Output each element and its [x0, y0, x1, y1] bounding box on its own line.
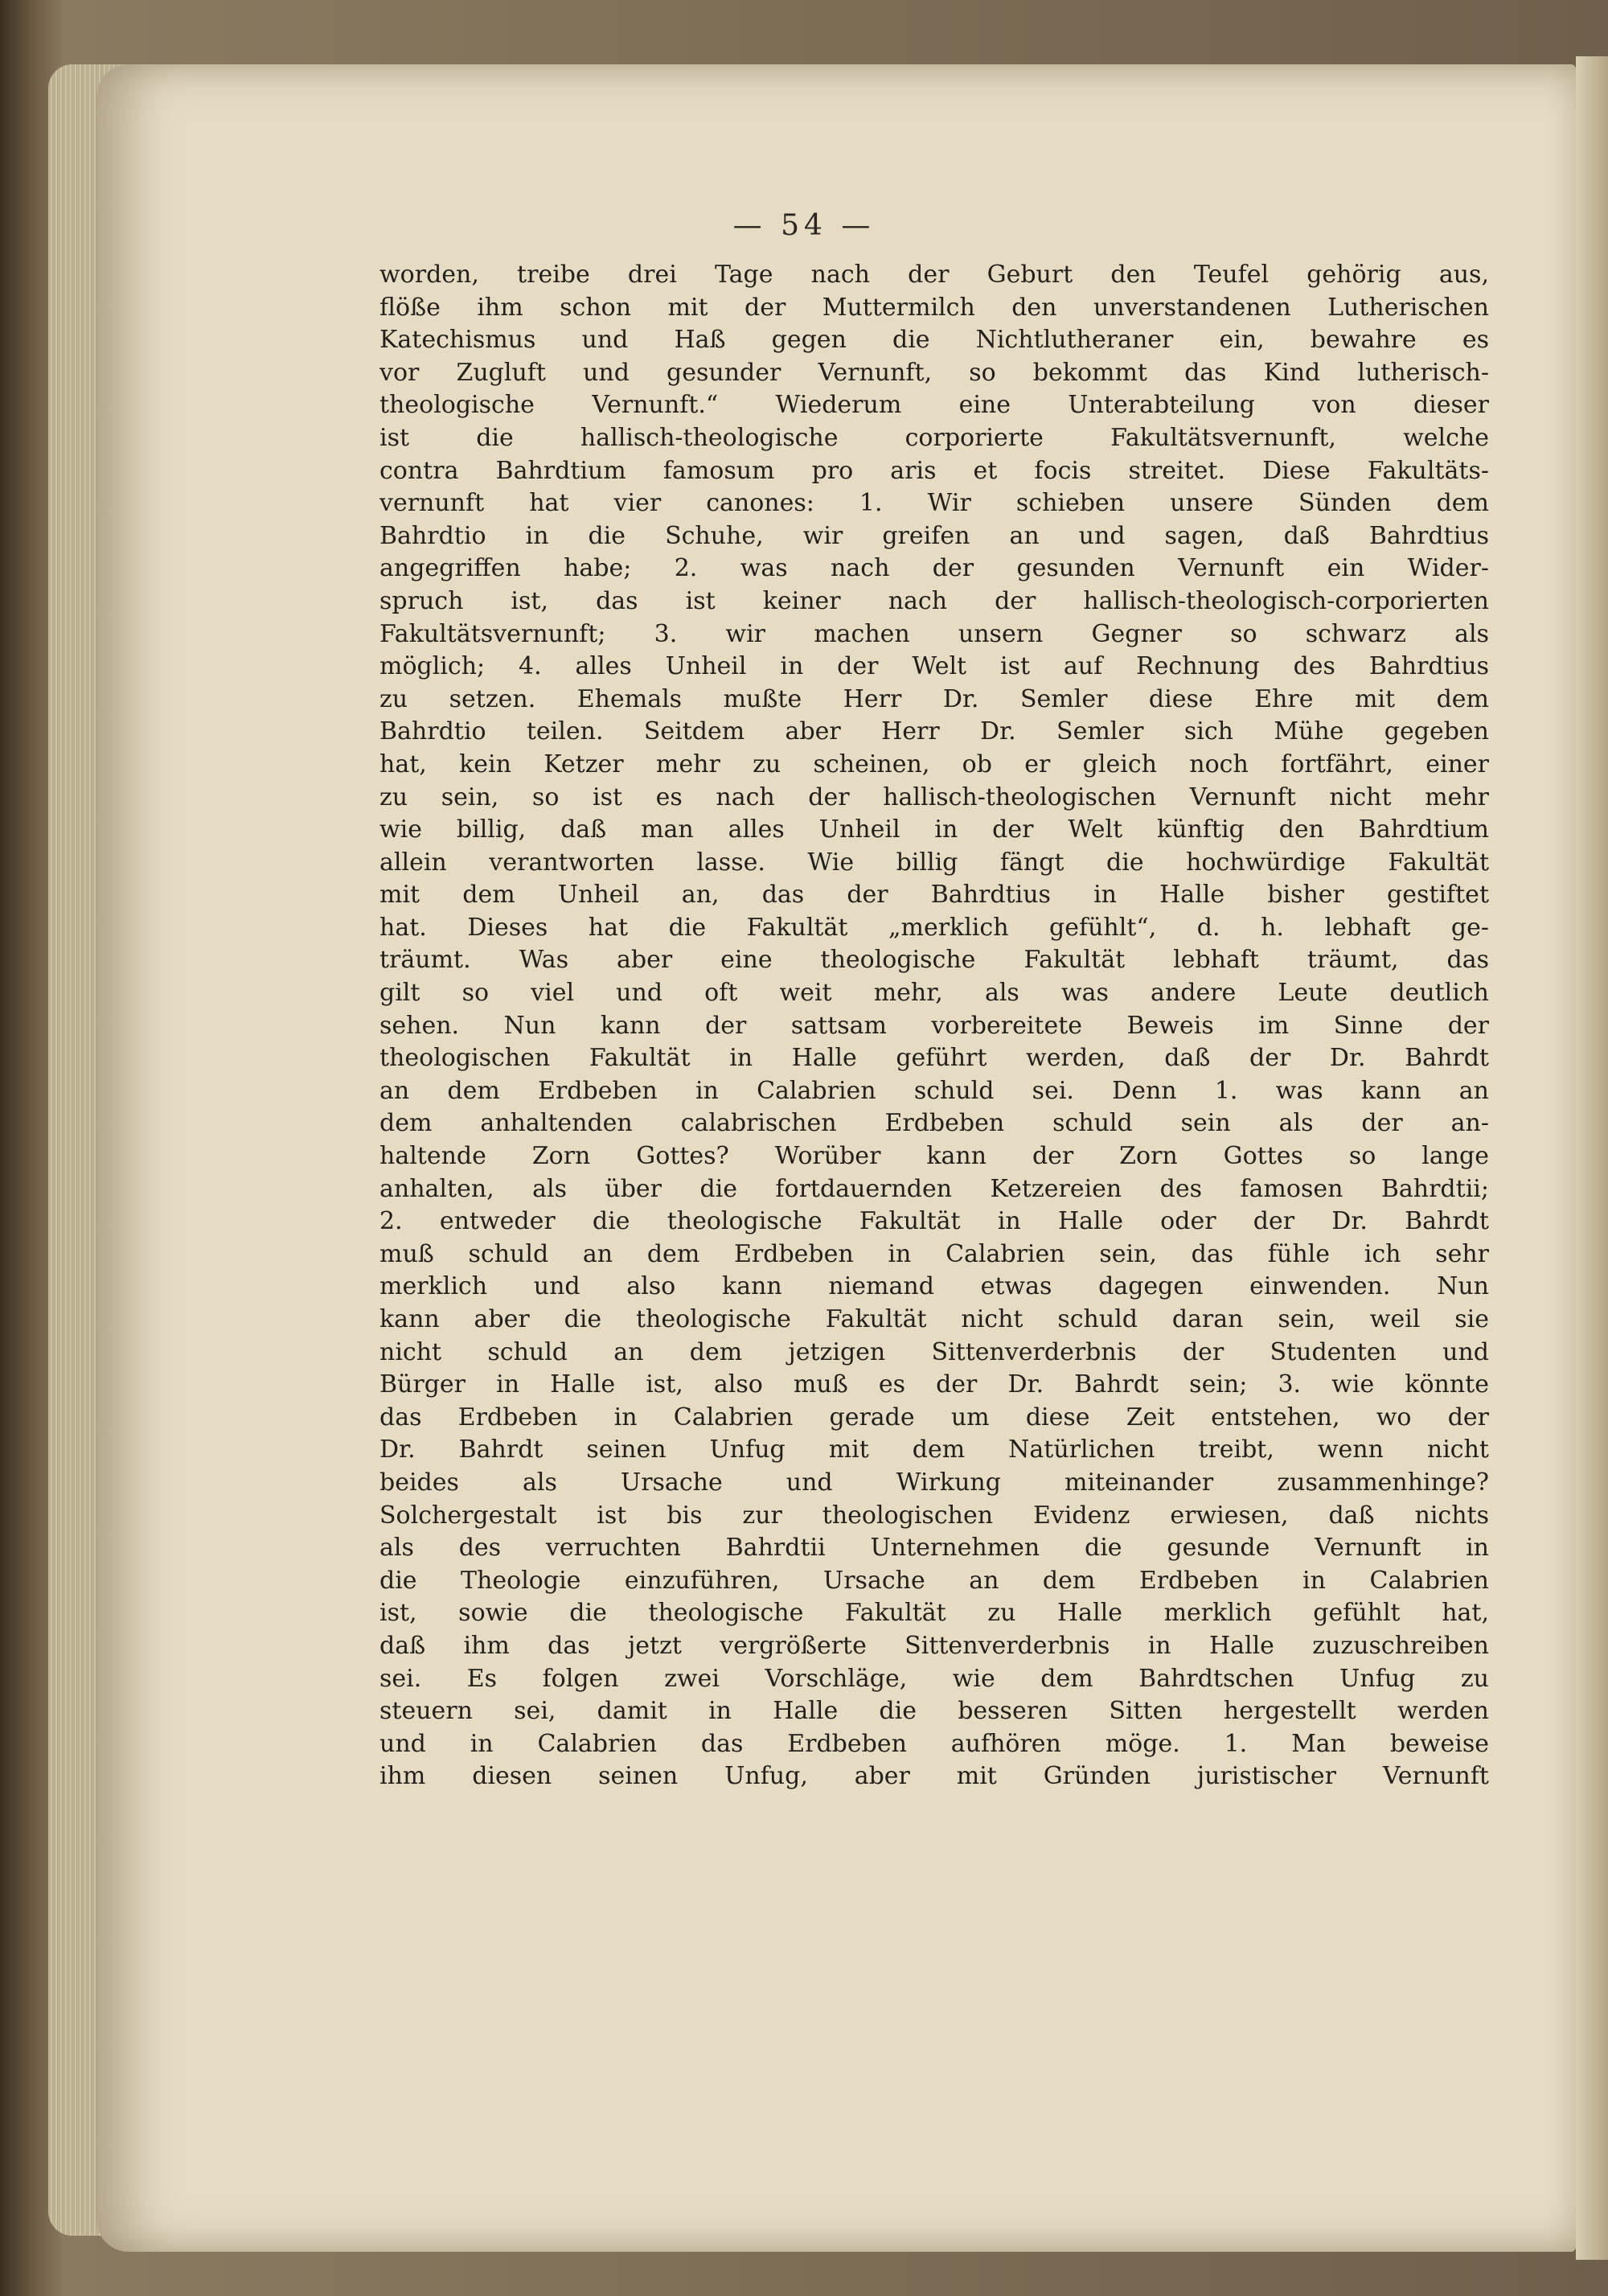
- next-page-edge: [1576, 56, 1608, 2260]
- text-line: contra Bahrdtium famosum pro aris et focis streitet. Diese Fakultäts-: [379, 456, 1489, 485]
- text-line: dem anhaltenden calabrischen Erdbeben schuld sein als der an-: [379, 1109, 1489, 1138]
- text-line: Fakultätsvernunft; 3. wir machen unsern Gegner so schwarz als: [379, 619, 1489, 648]
- text-line: ist die hallisch-theologische corporierte Fakultätsvernunft, welche: [379, 423, 1489, 452]
- text-line: haltende Zorn Gottes? Worüber kann der Zorn Gottes so lange: [379, 1142, 1489, 1171]
- text-line: steuern sei, damit in Halle die besseren Sitten hergestellt werden: [379, 1697, 1489, 1726]
- text-line: nicht schuld an dem jetzigen Sittenverderbnis der Studenten und: [379, 1337, 1489, 1366]
- text-line: und in Calabrien das Erdbeben aufhören möge. 1. Man beweise: [379, 1729, 1489, 1758]
- text-line: Bahrdtio in die Schuhe, wir greifen an und sagen, daß Bahrdtius: [379, 521, 1489, 550]
- text-line: sei. Es folgen zwei Vorschläge, wie dem Bahrdtschen Unfug zu: [379, 1664, 1489, 1693]
- text-line: möglich; 4. alles Unheil in der Welt ist auf Rechnung des Bahrdtius: [379, 652, 1489, 681]
- text-line: muß schuld an dem Erdbeben in Calabrien sein, das fühle ich sehr: [379, 1239, 1489, 1268]
- text-line: Solchergestalt ist bis zur theologischen Evidenz erwiesen, daß nichts: [379, 1501, 1489, 1530]
- text-line: die Theologie einzuführen, Ursache an dem Erdbeben in Calabrien: [379, 1566, 1489, 1595]
- text-line: ihm diesen seinen Unfug, aber mit Gründen juristischer Vernunft: [379, 1762, 1489, 1791]
- text-line: vernunft hat vier canones: 1. Wir schieben unsere Sünden dem: [379, 489, 1489, 518]
- text-line: an dem Erdbeben in Calabrien schuld sei. Denn 1. was kann an: [379, 1076, 1489, 1105]
- page-body-text: [379, 259, 1489, 1793]
- text-line: gilt so viel und oft weit mehr, als was andere Leute deutlich: [379, 979, 1489, 1008]
- text-line: vor Zugluft und gesunder Vernunft, so bekommt das Kind lutherisch-: [379, 358, 1489, 387]
- text-line: theologischen Fakultät in Halle geführt werden, daß der Dr. Bahrdt: [379, 1044, 1489, 1073]
- text-line: wie billig, daß man alles Unheil in der Welt künftig den Bahrdtium: [379, 815, 1489, 844]
- text-line: träumt. Was aber eine theologische Fakultät lebhaft träumt, das: [379, 946, 1489, 975]
- text-line: Bürger in Halle ist, also muß es der Dr. Bahrdt sein; 3. wie könnte: [379, 1370, 1489, 1399]
- text-line: anhalten, als über die fortdauernden Ketzereien des famosen Bahrdtii;: [379, 1174, 1489, 1203]
- text-line: theologische Vernunft.“ Wiederum eine Unterabteilung von dieser: [379, 391, 1489, 420]
- text-line: angegriffen habe; 2. was nach der gesunden Vernunft ein Wider-: [379, 554, 1489, 583]
- text-line: Bahrdtio teilen. Seitdem aber Herr Dr. Semler sich Mühe gegeben: [379, 717, 1489, 746]
- text-line: spruch ist, das ist keiner nach der hallisch-theologisch-corporierten: [379, 586, 1489, 615]
- text-line: Katechismus und Haß gegen die Nichtlutheraner ein, bewahre es: [379, 326, 1489, 355]
- text-line: zu sein, so ist es nach der hallisch-theologischen Vernunft nicht mehr: [379, 782, 1489, 811]
- text-line: allein verantworten lasse. Wie billig fängt die hochwürdige Fakultät: [379, 848, 1489, 877]
- text-line: sehen. Nun kann der sattsam vorbereitete Beweis im Sinne der: [379, 1011, 1489, 1040]
- text-line: mit dem Unheil an, das der Bahrdtius in Halle bisher gestiftet: [379, 881, 1489, 910]
- text-line: daß ihm das jetzt vergrößerte Sittenverderbnis in Halle zuzuschreiben: [379, 1631, 1489, 1660]
- text-line: merklich und also kann niemand etwas dagegen einwenden. Nun: [379, 1272, 1489, 1301]
- text-line: zu setzen. Ehemals mußte Herr Dr. Semler diese Ehre mit dem: [379, 684, 1489, 713]
- text-line: als des verruchten Bahrdtii Unternehmen die gesunde Vernunft in: [379, 1534, 1489, 1563]
- text-line: hat. Dieses hat die Fakultät „merklich gefühlt“, d. h. lebhaft ge-: [379, 913, 1489, 942]
- page-number: — 54 —: [732, 209, 876, 242]
- text-line: das Erdbeben in Calabrien gerade um diese Zeit entstehen, wo der: [379, 1403, 1489, 1431]
- text-line: hat, kein Ketzer mehr zu scheinen, ob er gleich noch fortfährt, einer: [379, 750, 1489, 778]
- text-line: beides als Ursache und Wirkung miteinander zusammenhinge?: [379, 1468, 1489, 1497]
- text-line: 2. entweder die theologische Fakultät in Halle oder der Dr. Bahrdt: [379, 1207, 1489, 1236]
- text-line: kann aber die theologische Fakultät nicht schuld daran sein, weil sie: [379, 1305, 1489, 1333]
- text-line: flöße ihm schon mit der Muttermilch den unverstandenen Lutherischen: [379, 293, 1489, 322]
- text-line: Dr. Bahrdt seinen Unfug mit dem Natürlichen treibt, wenn nicht: [379, 1436, 1489, 1464]
- text-line: ist, sowie die theologische Fakultät zu Halle merklich gefühlt hat,: [379, 1599, 1489, 1628]
- text-line: worden, treibe drei Tage nach der Geburt den Teufel gehörig aus,: [379, 261, 1489, 289]
